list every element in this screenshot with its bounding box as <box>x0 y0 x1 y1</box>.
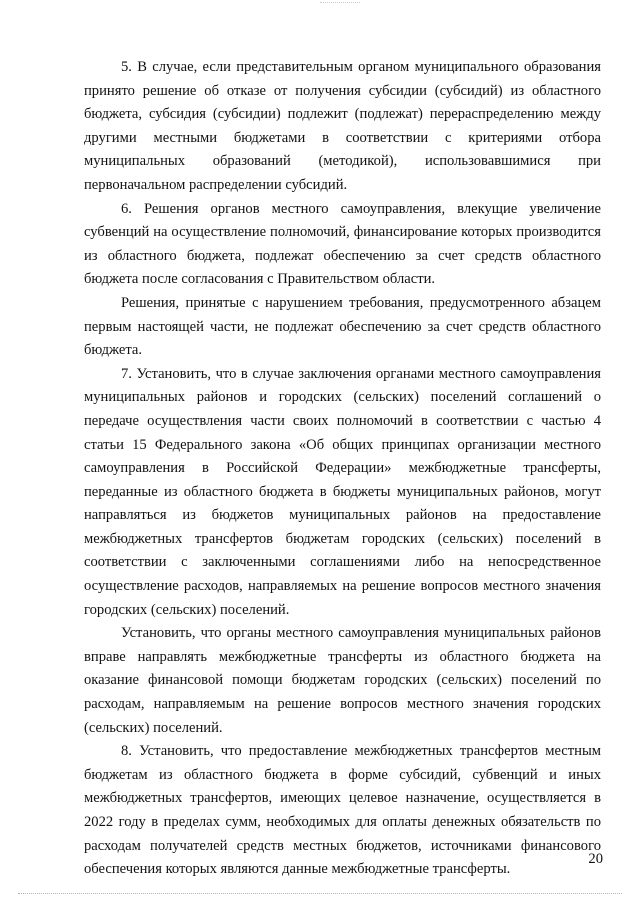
paragraph-6-note: Решения, принятые с нарушением требования, предусмотренного абзацем первым настоящей части, не подлежат обеспечению за счет средств областного бюджета. <box>84 294 601 359</box>
page-number: 20 <box>588 851 603 867</box>
body-text <box>84 56 601 882</box>
scan-artifact <box>320 2 360 7</box>
paragraph-7-second: Установить, что органы местного самоуправления муниципальных районов вправе направлять межбюджетные трансферты из областного бюджета на оказание финансовой помощи бюджетам городских (сельских) поселений по расходам, направляемым на решение вопросов местного значения городских (сельских) поселений. <box>84 625 601 736</box>
paragraph-8: 8. Установить, что предоставление межбюджетных трансфертов местным бюджетам из областного бюджета в форме субсидий, субвенций и иных межбюджетных трансфертов, имеющих целевое назначение, осуществляется в 2022 году в пределах сумм, необходимых для оплаты денежных обязательств по расходам получателей средств местных бюджетов, источниками финансового обеспечения которых являются данные межбюджетные трансферты. <box>84 743 601 878</box>
paragraph-5: 5. В случае, если представительным органом муниципального образования принято решение об отказе от получения субсидии (субсидий) из областного бюджета, субсидия (субсидии) подлежит (подлежат) перераспределению между другими местными бюджетами в соответствии с критериями отбора муниципальных образований (методикой), использовавшимися при первоначальном распределении субсидий. <box>84 59 601 193</box>
paragraph-7: 7. Установить, что в случае заключения органами местного самоуправления муниципальных районов и городских (сельских) поселений соглашений о передаче осуществления части своих полномочий в соответствии с частью 4 статьи 15 Федерального закона «Об общих принципах организации местного самоуправления в Российской Федерации» межбюджетные трансферты, переданные из областного бюджета в бюджеты муниципальных районов, могут направляться из бюджетов муниципальных районов на предоставление межбюджетных трансфертов бюджетам городских (сельских) поселений в соответствии с заключенными соглашениями либо на непосредственное осуществление расходов, направляемых на решение вопросов местного значения городских (сельских) поселений. <box>84 365 601 618</box>
bottom-divider <box>18 893 622 894</box>
paragraph-6: 6. Решения органов местного самоуправления, влекущие увеличение субвенций на осуществление полномочий, финансирование которых производится из областного бюджета, подлежат обеспечению за счет средств областного бюджета после согласования с Правительством области. <box>84 200 601 288</box>
